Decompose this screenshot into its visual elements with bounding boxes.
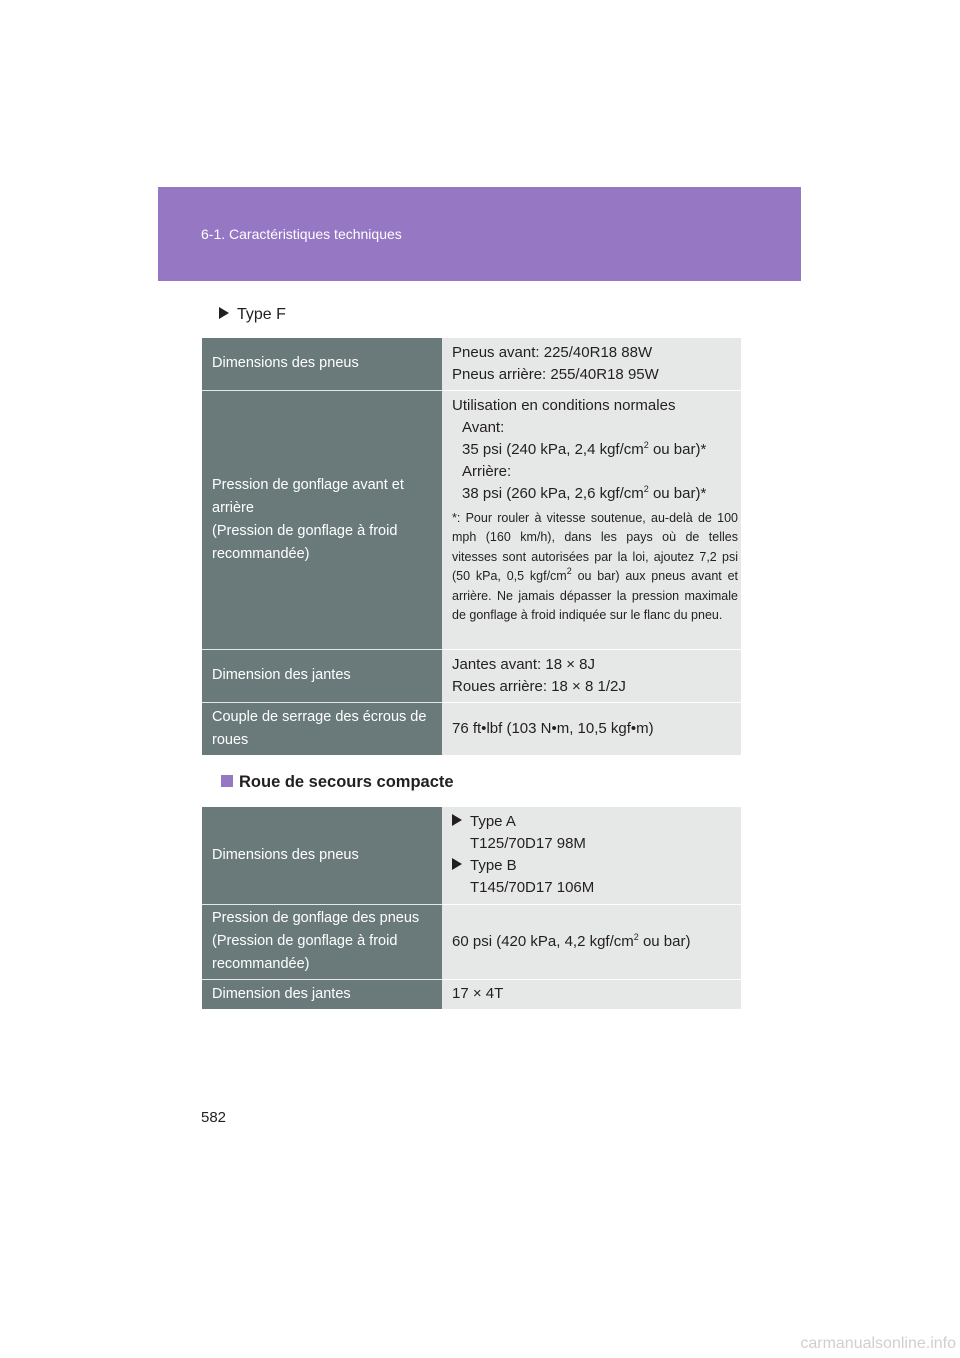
value-spare-rim-dims: 17 × 4T bbox=[442, 979, 741, 1009]
table-row-tire-dims bbox=[202, 338, 741, 390]
table-row-pressure bbox=[202, 390, 741, 649]
footnote: *: Pour rouler à vitesse soutenue, au-delà de 100 mph (160 km/h), dans les pays où de telles vitesses sont autorisées par la loi, ajoutez 7,2 psi (50 kPa, 0,5 kgf/$cm^2$ ou bar) aux pneus avant et arrière. Ne jamais dépasser la pression maximale de gonflage à froid indiquée sur le flanc du pneu. bbox=[452, 510, 739, 622]
table-row-rim-dims bbox=[202, 649, 741, 702]
square-bullet-icon bbox=[221, 775, 233, 787]
label-rim-dims: Dimension des jantes bbox=[202, 649, 442, 702]
type-f-label: Type F bbox=[219, 306, 286, 324]
label-spare-pressure: Pression de gonflage des pneus (Pression de gonflage à froid recommandée) bbox=[202, 904, 442, 979]
triangle-bullet-icon bbox=[452, 858, 462, 870]
triangle-bullet-icon bbox=[452, 814, 462, 826]
label-spare-rim-dims: Dimension des jantes bbox=[202, 979, 442, 1009]
value-torque: 76 ft•lbf (103 N•m, 10,5 kgf•m) bbox=[442, 702, 741, 755]
label-torque: Couple de serrage des écrous de roues bbox=[202, 702, 442, 755]
spare-spec-table bbox=[202, 807, 741, 1009]
value-spare-tire-dims: Type A T125/70D17 98M Type B T145/70D17 106M bbox=[442, 807, 741, 904]
section-title: 6-1. Caractéristiques techniques bbox=[201, 226, 402, 242]
spare-heading: Roue de secours compacte bbox=[221, 773, 454, 792]
table-row-spare-rim-dims bbox=[202, 979, 741, 1009]
watermark: carmanualsonline.info bbox=[800, 1335, 956, 1352]
table-row-torque bbox=[202, 702, 741, 755]
value-spare-pressure: 60 psi (420 kPa, 4,2 kgf/$cm^2$ ou bar) bbox=[442, 904, 741, 979]
value-rim-dims: Jantes avant: 18 × 8J Roues arrière: 18 × 8 1/2J bbox=[442, 649, 741, 702]
table-row-spare-tire-dims bbox=[202, 807, 741, 904]
value-tire-dims: Pneus avant: 225/40R18 88W Pneus arrière: 255/40R18 95W bbox=[442, 338, 741, 390]
label-tire-dims: Dimensions des pneus bbox=[202, 338, 442, 390]
label-spare-tire-dims: Dimensions des pneus bbox=[202, 807, 442, 904]
triangle-bullet-icon bbox=[219, 307, 229, 319]
value-pressure: Utilisation en conditions normales Avant: 35 psi (240 kPa, 2,4 kgf/$cm^2$ ou bar)* Arrière: 38 psi (260 kPa, 2,6 kgf/$cm^2$ ou bar)* *: Pour rouler à vitesse soutenue, au-delà de 100 mph (160 km/h), dans les pays où de telles vitesses sont autorisées par la loi, ajoutez 7,2 psi (50 kPa, 0,5 kgf/$cm^2$ ou bar) aux pneus avant et arrière. Ne jamais dépasser la pression maximale de gonflage à froid indiquée sur le flanc du pneu. bbox=[442, 390, 741, 649]
label-pressure: Pression de gonflage avant et arrière (Pression de gonflage à froid recommandée) bbox=[202, 390, 442, 649]
page-number: 582 bbox=[201, 1109, 227, 1126]
type-f-spec-table bbox=[202, 338, 741, 755]
table-row-spare-pressure bbox=[202, 904, 741, 979]
